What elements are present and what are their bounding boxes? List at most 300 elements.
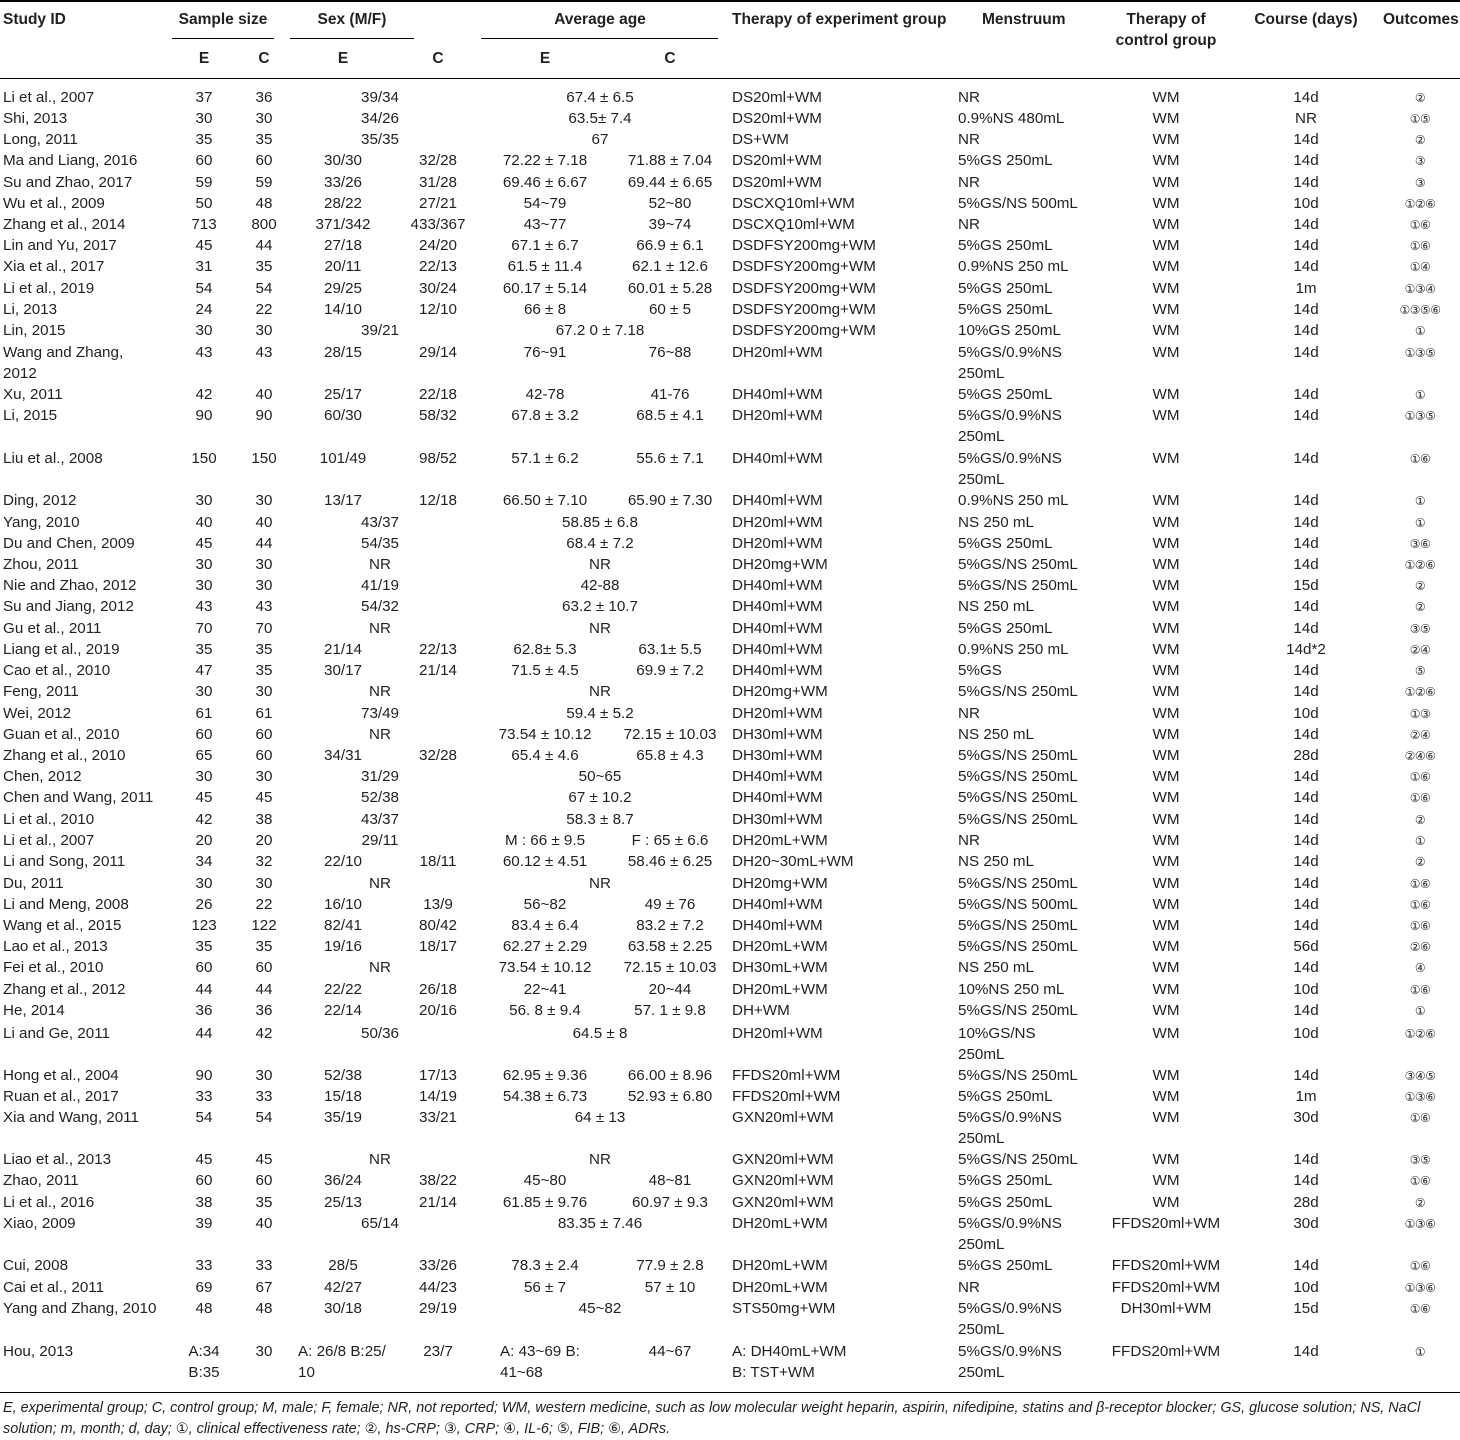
sample-c-cell: 22	[255, 896, 273, 913]
therapy-control-cell: WM	[1152, 322, 1180, 339]
table-row	[0, 874, 1460, 895]
menstruum-cell: 5%GS/NS 250mL	[958, 938, 1078, 955]
menstruum-cell: 5%GS 250mL	[958, 386, 1053, 403]
sex-c-cell: 12/18	[418, 492, 458, 509]
study-id-cell: Zhang et al., 2014	[3, 216, 126, 233]
sample-e-cell: 35	[195, 131, 213, 148]
sample-c-cell: 40	[255, 514, 273, 531]
outcomes-cell: ①⑥	[1409, 1259, 1431, 1273]
therapy-control-cell: WM	[1152, 89, 1180, 106]
sex-cell: NR	[369, 959, 391, 976]
therapy-control-cell: DH30ml+WM	[1120, 1300, 1212, 1317]
sex-e-cell: 20/11	[324, 258, 362, 275]
table-row	[0, 1278, 1460, 1299]
table-row	[0, 980, 1460, 1001]
study-id-cell: Long, 2011	[3, 131, 78, 148]
menstruum-cell: 5%GS/0.9%NS	[958, 1300, 1062, 1317]
sample-e-cell: 30	[195, 577, 213, 594]
sex-c-cell: 38/22	[418, 1172, 458, 1189]
sample-c-cell: 40	[255, 386, 273, 403]
table-row	[0, 406, 1460, 445]
age-e-cell: M : 66 ± 9.5	[504, 832, 586, 849]
outcomes-cell: ①④	[1409, 260, 1431, 274]
course-cell: 14d	[1293, 492, 1319, 509]
sex-c-cell: 22/13	[418, 641, 458, 658]
table-row	[0, 1108, 1460, 1147]
table-row	[0, 513, 1460, 534]
therapy-experiment-cell: DH40ml+WM	[732, 662, 823, 679]
table-row	[0, 88, 1460, 109]
sex-e-cell: 82/41	[323, 917, 363, 934]
outcomes-cell: ①	[1414, 494, 1426, 508]
age-c-cell: 58.46 ± 6.25	[627, 853, 713, 870]
outcomes-cell: ②	[1414, 813, 1426, 827]
menstruum-cell-line2: 250mL	[958, 365, 1005, 382]
outcomes-cell: ②	[1414, 133, 1426, 147]
therapy-control-cell: WM	[1152, 407, 1180, 424]
sample-c-cell: 30	[255, 1343, 273, 1360]
sample-c-cell: 35	[255, 131, 273, 148]
sample-c-cell: 54	[255, 280, 273, 297]
therapy-experiment-cell: DH40ml+WM	[732, 598, 823, 615]
course-cell: 14d	[1293, 258, 1319, 275]
sample-e-cell: 31	[195, 258, 213, 275]
sample-e-cell: 36	[195, 1002, 213, 1019]
outcomes-cell: ③⑥	[1409, 537, 1431, 551]
therapy-control-cell: WM	[1152, 492, 1180, 509]
header-course: Course (days)	[1254, 11, 1358, 28]
table-row	[0, 1214, 1460, 1253]
therapy-control-cell: WM	[1152, 789, 1180, 806]
course-cell: 14d	[1293, 896, 1319, 913]
top-rule	[0, 0, 1460, 2]
sample-size-rule	[172, 38, 274, 39]
therapy-control-cell: WM	[1152, 110, 1180, 127]
age-e-cell: 67.1 ± 6.7	[511, 237, 579, 254]
menstruum-cell: 0.9%NS 250 mL	[958, 258, 1069, 275]
therapy-control-cell: WM	[1152, 216, 1180, 233]
age-c-cell: 66.00 ± 8.96	[627, 1067, 713, 1084]
age-e-cell: 57.1 ± 6.2	[511, 450, 579, 467]
course-cell: 14d	[1293, 726, 1319, 743]
age-e-cell: 66.50 ± 7.10	[502, 492, 588, 509]
study-id-cell: Li, 2013	[3, 301, 58, 318]
therapy-control-cell: WM	[1152, 1002, 1180, 1019]
therapy-control-cell: WM	[1152, 450, 1180, 467]
study-id-cell: He, 2014	[3, 1002, 65, 1019]
outcomes-cell: ①	[1414, 324, 1426, 338]
sex-c-cell: 20/16	[418, 1002, 458, 1019]
therapy-control-cell: WM	[1152, 258, 1180, 275]
sample-c-cell: 45	[255, 1151, 273, 1168]
therapy-experiment-cell: DH20ml+WM	[732, 514, 823, 531]
study-id-cell: Lin, 2015	[3, 322, 66, 339]
sample-e-cell: 24	[195, 301, 213, 318]
menstruum-cell: 5%GS 250mL	[958, 620, 1053, 637]
menstruum-cell: 5%GS/NS 250mL	[958, 747, 1078, 764]
sex-c-cell: 27/21	[418, 195, 458, 212]
course-cell: 14d	[1293, 1067, 1319, 1084]
therapy-control-cell: FFDS20ml+WM	[1111, 1257, 1221, 1274]
sample-c-cell: 30	[255, 1067, 273, 1084]
sex-cell: 54/32	[360, 598, 400, 615]
therapy-control-cell: WM	[1152, 726, 1180, 743]
sample-c-cell: 35	[255, 662, 273, 679]
sample-e-cell: 42	[195, 811, 213, 828]
course-cell: 14d	[1293, 89, 1319, 106]
age-e-cell: 60.17 ± 5.14	[502, 280, 588, 297]
sample-c-cell: 54	[255, 1109, 273, 1126]
course-cell: 14d	[1293, 386, 1319, 403]
study-id-cell: Shi, 2013	[3, 110, 68, 127]
sample-c-cell: 36	[255, 89, 273, 106]
study-id-cell-line2: 2012	[3, 365, 37, 382]
study-id-cell: Zhang et al., 2012	[3, 981, 126, 998]
age-cell: NR	[589, 683, 611, 700]
outcomes-cell: ②④⑥	[1404, 749, 1436, 763]
sample-e-cell: 26	[195, 896, 213, 913]
outcomes-cell: ⑤	[1414, 664, 1426, 678]
sex-e-cell: 52/38	[323, 1067, 363, 1084]
therapy-experiment-cell: DH40ml+WM	[732, 492, 823, 509]
age-e-cell-line2: 41~68	[500, 1364, 543, 1381]
sex-e-cell: 28/15	[323, 344, 363, 361]
sex-e-cell: 34/31	[323, 747, 363, 764]
course-cell: 14d	[1293, 535, 1319, 552]
therapy-experiment-cell-line2: B: TST+WM	[732, 1364, 815, 1381]
menstruum-cell: 5%GS 250mL	[958, 535, 1053, 552]
sample-e-cell: 45	[195, 789, 213, 806]
menstruum-cell: 5%GS/NS 250mL	[958, 1067, 1078, 1084]
course-cell: 14d	[1293, 1151, 1319, 1168]
study-id-cell: Li, 2015	[3, 407, 58, 424]
sample-c-cell: 30	[255, 492, 273, 509]
therapy-experiment-cell: DS20ml+WM	[732, 174, 822, 191]
course-cell: 14d	[1293, 959, 1319, 976]
menstruum-cell: NR	[958, 1279, 980, 1296]
course-cell: 14d*2	[1286, 641, 1326, 658]
menstruum-cell-line2: 250mL	[958, 1046, 1005, 1063]
course-cell: 10d	[1293, 1279, 1319, 1296]
sex-e-cell: 16/10	[323, 896, 363, 913]
subheader-age-c: C	[664, 50, 676, 67]
sex-e-cell: 42/27	[323, 1279, 363, 1296]
sex-e-cell: 101/49	[319, 450, 367, 467]
menstruum-cell: 5%GS/0.9%NS	[958, 1343, 1062, 1360]
sample-e-cell: 713	[191, 216, 217, 233]
study-id-cell: Li et al., 2016	[3, 1194, 95, 1211]
menstruum-cell-line2: 250mL	[958, 1364, 1005, 1381]
age-c-cell: 57. 1 ± 9.8	[634, 1002, 706, 1019]
therapy-experiment-cell: DH40ml+WM	[732, 896, 823, 913]
therapy-experiment-cell: DH40ml+WM	[732, 641, 823, 658]
age-cell: NR	[589, 620, 611, 637]
therapy-control-cell: WM	[1152, 1109, 1180, 1126]
sample-e-cell: 40	[195, 514, 213, 531]
menstruum-cell: NS 250 mL	[958, 726, 1034, 743]
age-cell: 68.4 ± 7.2	[566, 535, 634, 552]
sample-c-cell: 33	[255, 1257, 273, 1274]
study-id-cell: Liang et al., 2019	[3, 641, 120, 658]
table-row	[0, 576, 1460, 597]
sample-c-cell: 30	[255, 556, 273, 573]
age-e-cell: 61.5 ± 11.4	[507, 258, 583, 275]
sample-e-cell: 90	[195, 407, 213, 424]
therapy-experiment-cell: DH30ml+WM	[732, 726, 823, 743]
menstruum-cell: NR	[958, 131, 980, 148]
menstruum-cell: 5%GS/NS 250mL	[958, 683, 1078, 700]
sample-e-cell: 60	[195, 959, 213, 976]
age-e-cell: 67.8 ± 3.2	[511, 407, 579, 424]
table-row	[0, 619, 1460, 640]
age-e-cell: 72.22 ± 7.18	[502, 152, 588, 169]
therapy-control-cell: WM	[1152, 938, 1180, 955]
sex-c-cell: 17/13	[418, 1067, 458, 1084]
table-row	[0, 1087, 1460, 1108]
sex-c-cell: 21/14	[418, 662, 458, 679]
study-id-cell: Su and Jiang, 2012	[3, 598, 134, 615]
sample-e-cell: 30	[195, 683, 213, 700]
menstruum-cell: 5%GS/0.9%NS	[958, 344, 1062, 361]
sex-e-cell: 30/18	[323, 1300, 363, 1317]
age-cell: 58.85 ± 6.8	[562, 514, 638, 531]
course-cell: 1m	[1295, 1088, 1317, 1105]
therapy-control-cell: WM	[1152, 875, 1180, 892]
table-row	[0, 1256, 1460, 1277]
age-c-cell: 77.9 ± 2.8	[636, 1257, 704, 1274]
age-c-cell: 60.97 ± 9.3	[632, 1194, 708, 1211]
therapy-control-cell: WM	[1152, 917, 1180, 934]
sample-e-cell: 43	[195, 598, 213, 615]
sample-e-cell: 33	[195, 1088, 213, 1105]
study-id-cell: Hou, 2013	[3, 1343, 74, 1360]
table-row	[0, 810, 1460, 831]
therapy-experiment-cell: DS+WM	[732, 131, 789, 148]
table-row	[0, 300, 1460, 321]
sample-e-cell: 54	[195, 1109, 213, 1126]
sex-e-cell: 28/5	[328, 1257, 358, 1274]
sample-e-cell: 54	[195, 280, 213, 297]
sample-c-cell: 35	[255, 1194, 273, 1211]
table-row	[0, 682, 1460, 703]
outcomes-cell: ③④⑤	[1404, 1069, 1436, 1083]
header-average-age: Average age	[554, 11, 646, 28]
sex-e-cell: 14/10	[323, 301, 363, 318]
menstruum-cell: 10%NS 250 mL	[958, 981, 1065, 998]
course-cell: 14d	[1293, 620, 1319, 637]
course-cell: 14d	[1293, 811, 1319, 828]
therapy-control-cell: WM	[1152, 811, 1180, 828]
outcomes-cell: ③	[1414, 176, 1426, 190]
sex-cell: 39/34	[360, 89, 400, 106]
outcomes-cell: ①	[1414, 834, 1426, 848]
outcomes-cell: ③⑤	[1409, 622, 1431, 636]
therapy-control-cell: WM	[1152, 620, 1180, 637]
age-cell: 67	[591, 131, 609, 148]
study-id-cell: Lin and Yu, 2017	[3, 237, 117, 254]
study-id-cell: Hong et al., 2004	[3, 1067, 119, 1084]
study-id-cell: Li and Ge, 2011	[3, 1025, 110, 1042]
age-e-cell: 62.95 ± 9.36	[502, 1067, 588, 1084]
age-e-cell: 56. 8 ± 9.4	[509, 1002, 581, 1019]
menstruum-cell: 5%GS 250mL	[958, 1194, 1053, 1211]
outcomes-cell: ①	[1414, 1004, 1426, 1018]
therapy-experiment-cell: DH20ml+WM	[732, 344, 823, 361]
age-cell: 63.2 ± 10.7	[562, 598, 638, 615]
age-cell: 67.2 0 ± 7.18	[555, 322, 645, 339]
sample-c-cell: 61	[255, 705, 273, 722]
age-c-cell: 49 ± 76	[644, 896, 696, 913]
age-cell: 67.4 ± 6.5	[566, 89, 634, 106]
study-id-cell: Wang and Zhang,	[3, 344, 124, 361]
subheader-sex-c: C	[432, 50, 444, 67]
sample-c-cell: 20	[255, 832, 273, 849]
menstruum-cell: 5%GS/NS 250mL	[958, 1002, 1078, 1019]
age-cell: 50~65	[578, 768, 622, 785]
age-c-cell: 20~44	[648, 981, 692, 998]
table-row	[0, 1193, 1460, 1214]
therapy-experiment-cell: DH40ml+WM	[732, 620, 823, 637]
sample-c-cell: 43	[255, 598, 273, 615]
therapy-control-cell: WM	[1152, 535, 1180, 552]
therapy-control-cell: FFDS20ml+WM	[1111, 1215, 1221, 1232]
sample-e-cell: 30	[195, 768, 213, 785]
sample-c-cell: 67	[255, 1279, 273, 1296]
therapy-control-cell: WM	[1152, 832, 1180, 849]
age-c-cell: 68.5 ± 4.1	[636, 407, 704, 424]
sex-c-cell: 26/18	[418, 981, 458, 998]
menstruum-cell: 5%GS/NS 250mL	[958, 789, 1078, 806]
sex-c-cell: 31/28	[418, 174, 458, 191]
sample-e-cell: 60	[195, 1172, 213, 1189]
sex-e-cell: 371/342	[315, 216, 371, 233]
therapy-experiment-cell: DH40ml+WM	[732, 577, 823, 594]
age-c-cell: 72.15 ± 10.03	[623, 726, 717, 743]
sex-cell: 31/29	[360, 768, 400, 785]
therapy-experiment-cell: DS20ml+WM	[732, 89, 822, 106]
age-e-cell: 42-78	[525, 386, 565, 403]
course-cell: 14d	[1293, 768, 1319, 785]
table-row	[0, 788, 1460, 809]
study-id-cell: Du, 2011	[3, 875, 64, 892]
table-row	[0, 236, 1460, 257]
sample-e-cell: A:34	[188, 1343, 220, 1360]
age-e-cell: 61.85 ± 9.76	[502, 1194, 588, 1211]
study-id-cell: Cao et al., 2010	[3, 662, 111, 679]
study-id-cell: Xia et al., 2017	[3, 258, 105, 275]
age-c-cell: 65.8 ± 4.3	[636, 747, 704, 764]
therapy-experiment-cell: STS50mg+WM	[732, 1300, 836, 1317]
table-row	[0, 321, 1460, 342]
age-c-cell: 69.9 ± 7.2	[636, 662, 704, 679]
study-id-cell: Zhao, 2011	[3, 1172, 79, 1189]
sample-e-cell: 43	[195, 344, 213, 361]
outcomes-cell: ①⑥	[1409, 877, 1431, 891]
sex-c-cell: 12/10	[418, 301, 458, 318]
outcomes-cell: ①⑥	[1409, 1111, 1431, 1125]
study-id-cell: Xia and Wang, 2011	[3, 1109, 139, 1126]
age-c-cell: 63.1± 5.5	[638, 641, 702, 658]
course-cell: 56d	[1293, 938, 1319, 955]
table-row	[0, 449, 1460, 488]
study-id-cell: Chen and Wang, 2011	[3, 789, 154, 806]
age-e-cell: 71.5 ± 4.5	[511, 662, 579, 679]
menstruum-cell: 5%GS/NS 500mL	[958, 195, 1078, 212]
sample-e-cell: 30	[195, 322, 213, 339]
menstruum-cell: 5%GS/NS 250mL	[958, 1151, 1078, 1168]
menstruum-cell: 5%GS 250mL	[958, 1172, 1053, 1189]
outcomes-cell: ①	[1414, 388, 1426, 402]
study-id-cell: Li et al., 2007	[3, 832, 95, 849]
therapy-control-cell: WM	[1152, 237, 1180, 254]
sample-e-cell: 45	[195, 237, 213, 254]
therapy-control-cell: WM	[1152, 1172, 1180, 1189]
sex-rule	[290, 38, 414, 39]
course-cell: NR	[1295, 110, 1317, 127]
course-cell: 10d	[1293, 195, 1319, 212]
therapy-experiment-cell: DH40ml+WM	[732, 768, 823, 785]
course-cell: 14d	[1293, 450, 1319, 467]
sex-c-cell: 32/28	[418, 152, 458, 169]
sex-c-cell: 22/13	[418, 258, 458, 275]
study-id-cell: Ma and Liang, 2016	[3, 152, 138, 169]
age-c-cell: 72.15 ± 10.03	[623, 959, 717, 976]
course-cell: 14d	[1293, 853, 1319, 870]
table-row	[0, 1171, 1460, 1192]
table-row	[0, 1066, 1460, 1087]
therapy-experiment-cell: DSDFSY200mg+WM	[732, 301, 876, 318]
sex-e-cell: 27/18	[323, 237, 363, 254]
sample-e-cell: 30	[195, 492, 213, 509]
sample-c-cell: 42	[255, 1025, 273, 1042]
therapy-experiment-cell: DH20mg+WM	[732, 556, 828, 573]
table-row	[0, 725, 1460, 746]
sample-c-cell: 36	[255, 1002, 273, 1019]
course-cell: 14d	[1293, 1343, 1319, 1360]
sex-cell: 43/37	[360, 514, 400, 531]
course-cell: 14d	[1293, 1172, 1319, 1189]
sex-c-cell: 18/17	[418, 938, 458, 955]
therapy-experiment-cell: A: DH40mL+WM	[732, 1343, 847, 1360]
therapy-experiment-cell: DH20mL+WM	[732, 938, 828, 955]
menstruum-cell: 5%GS/NS 250mL	[958, 811, 1078, 828]
sex-cell: 41/19	[360, 577, 400, 594]
therapy-experiment-cell: GXN20ml+WM	[732, 1151, 834, 1168]
age-e-cell: 83.4 ± 6.4	[511, 917, 579, 934]
therapy-control-cell: WM	[1152, 853, 1180, 870]
table-row	[0, 343, 1460, 382]
sample-e-cell: 60	[195, 152, 213, 169]
sex-e-cell: 13/17	[323, 492, 363, 509]
sample-c-cell: 33	[255, 1088, 273, 1105]
sex-e-cell: 22/10	[323, 853, 363, 870]
course-cell: 28d	[1293, 1194, 1319, 1211]
sex-cell: 54/35	[360, 535, 400, 552]
course-cell: 14d	[1293, 174, 1319, 191]
sample-c-cell: 44	[255, 981, 273, 998]
outcomes-cell: ②	[1414, 91, 1426, 105]
therapy-experiment-cell: DH20mg+WM	[732, 875, 828, 892]
outcomes-cell: ①③⑥	[1404, 1217, 1436, 1231]
table-row	[0, 173, 1460, 194]
menstruum-cell: NR	[958, 832, 980, 849]
sample-e-cell: 33	[195, 1257, 213, 1274]
table-row	[0, 1001, 1460, 1022]
table-row	[0, 130, 1460, 151]
menstruum-cell: 5%GS 250mL	[958, 1088, 1053, 1105]
sample-e-cell: 30	[195, 556, 213, 573]
sample-c-cell: 45	[255, 789, 273, 806]
